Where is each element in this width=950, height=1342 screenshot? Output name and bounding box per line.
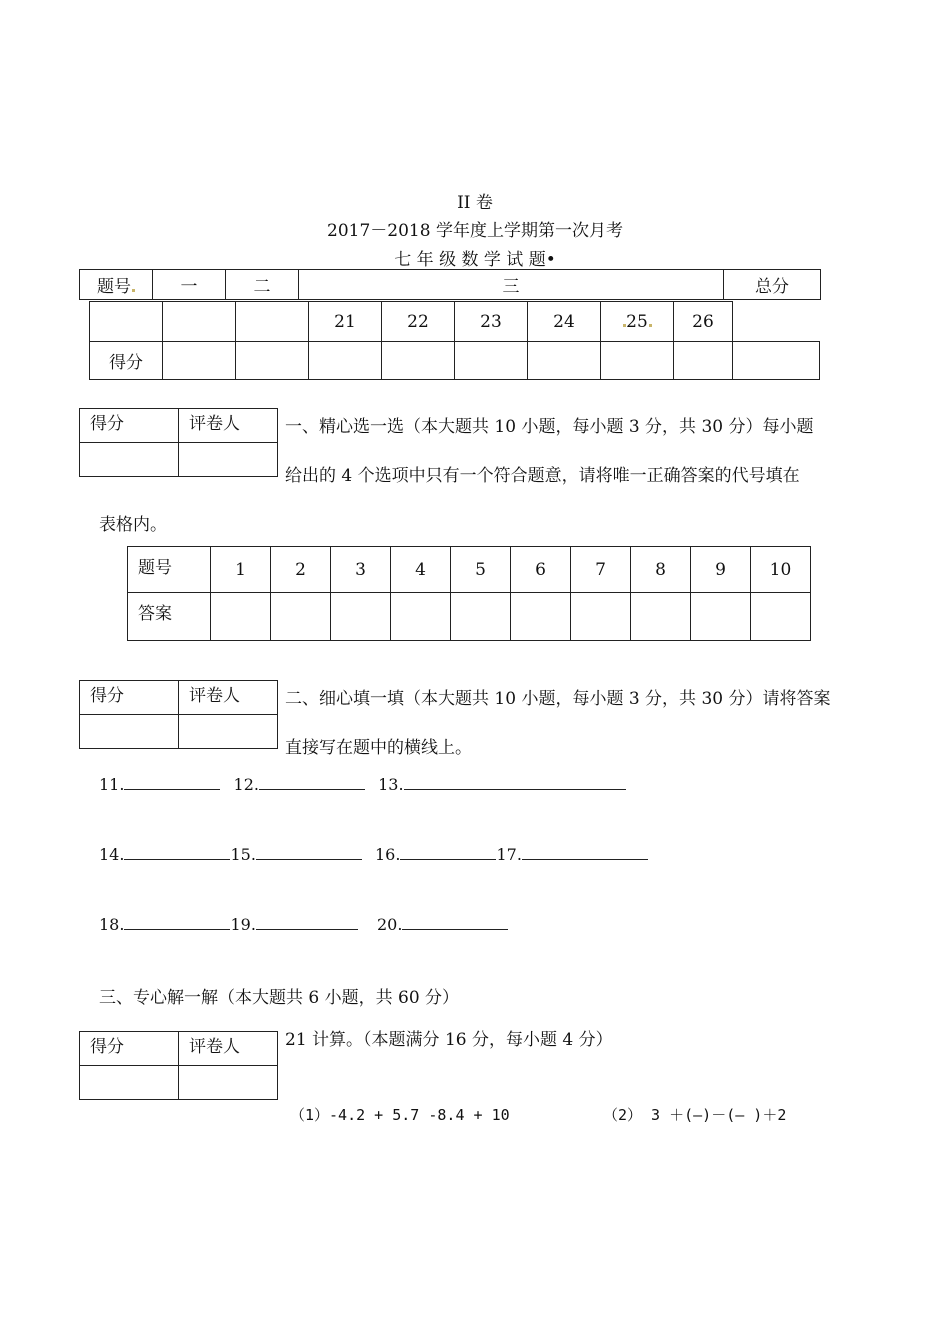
qnum-22: 22 <box>382 302 455 342</box>
defen-label: 得分 <box>90 342 163 380</box>
blank-12[interactable] <box>259 775 365 790</box>
score-cell <box>601 342 674 380</box>
score-cell <box>163 302 236 342</box>
section1-intro-3: 表格内。 <box>99 515 167 535</box>
blank-13[interactable] <box>404 775 626 790</box>
section3-title: 三、专心解一解（本大题共 6 小题，共 60 分） <box>99 988 460 1008</box>
score-cell <box>163 342 236 380</box>
qnum-23: 23 <box>455 302 528 342</box>
volume-label: II 卷 <box>457 193 493 213</box>
blank-14[interactable] <box>124 845 230 860</box>
answer-cell[interactable] <box>211 593 271 641</box>
answer-cell[interactable] <box>271 593 331 641</box>
score-cell <box>90 302 163 342</box>
answer-cell[interactable] <box>691 593 751 641</box>
answer-cell[interactable] <box>751 593 811 641</box>
blank-11[interactable] <box>124 775 220 790</box>
cell-1: 一 <box>153 270 226 300</box>
score-table-header <box>79 269 821 300</box>
qnum-26: 26 <box>674 302 733 342</box>
blank-row-1: 11. 12. 13. <box>99 775 626 794</box>
score-cell <box>674 342 733 380</box>
cell-tihao: 题号 <box>80 270 153 300</box>
q21-part1: （1）-4.2 + 5.7 -8.4 + 10 <box>290 1106 510 1124</box>
score-cell <box>455 342 528 380</box>
section1-intro-2: 给出的 4 个选项中只有一个符合题意，请将唯一正确答案的代号填在 <box>285 466 800 486</box>
section2-intro-2: 直接写在题中的横线上。 <box>285 738 472 758</box>
exam-title: 2017－2018 学年度上学期第一次月考 <box>327 221 623 241</box>
score-cell <box>733 302 820 342</box>
q21-part2: （2） 3 ＋(—)－(— )＋2 <box>603 1106 787 1124</box>
blank-19[interactable] <box>256 915 358 930</box>
score-table <box>89 301 820 380</box>
qnum-25: 25 <box>601 302 674 342</box>
score-cell <box>236 342 309 380</box>
answer-cell[interactable] <box>331 593 391 641</box>
answer-cell[interactable] <box>631 593 691 641</box>
blank-20[interactable] <box>402 915 508 930</box>
grader-box-3: 得分 评卷人 <box>79 1031 278 1100</box>
answer-cell[interactable] <box>451 593 511 641</box>
answer-cell[interactable] <box>391 593 451 641</box>
section1-intro-1: 一、精心选一选（本大题共 10 小题，每小题 3 分，共 30 分）每小题 <box>285 417 814 437</box>
answer-cell[interactable] <box>571 593 631 641</box>
cell-2: 二 <box>226 270 299 300</box>
cell-total: 总分 <box>724 270 821 300</box>
section2-intro-1: 二、细心填一填（本大题共 10 小题，每小题 3 分，共 30 分）请将答案 <box>285 689 831 709</box>
blank-17[interactable] <box>522 845 648 860</box>
blank-18[interactable] <box>124 915 230 930</box>
blank-row-3: 18. 19. 20. <box>99 915 508 934</box>
qnum-21: 21 <box>309 302 382 342</box>
score-cell <box>236 302 309 342</box>
subject-title: 七 年 级 数 学 试 题• <box>394 250 556 270</box>
score-cell <box>528 342 601 380</box>
cell-3: 三 <box>299 270 724 300</box>
grader-box-1: 得分 评卷人 <box>79 408 278 477</box>
q21-heading: 21 计算。（本题满分 16 分，每小题 4 分） <box>285 1030 613 1050</box>
answer-cell[interactable] <box>511 593 571 641</box>
blank-16[interactable] <box>400 845 496 860</box>
blank-row-2: 14. 15. 16. 17. <box>99 845 648 864</box>
answer-table: 题号 1 2 3 4 5 6 7 8 9 10 答案 <box>127 546 811 641</box>
score-cell <box>309 342 382 380</box>
score-cell <box>733 342 820 380</box>
qnum-24: 24 <box>528 302 601 342</box>
grader-box-2: 得分 评卷人 <box>79 680 278 749</box>
score-cell <box>382 342 455 380</box>
blank-15[interactable] <box>256 845 362 860</box>
